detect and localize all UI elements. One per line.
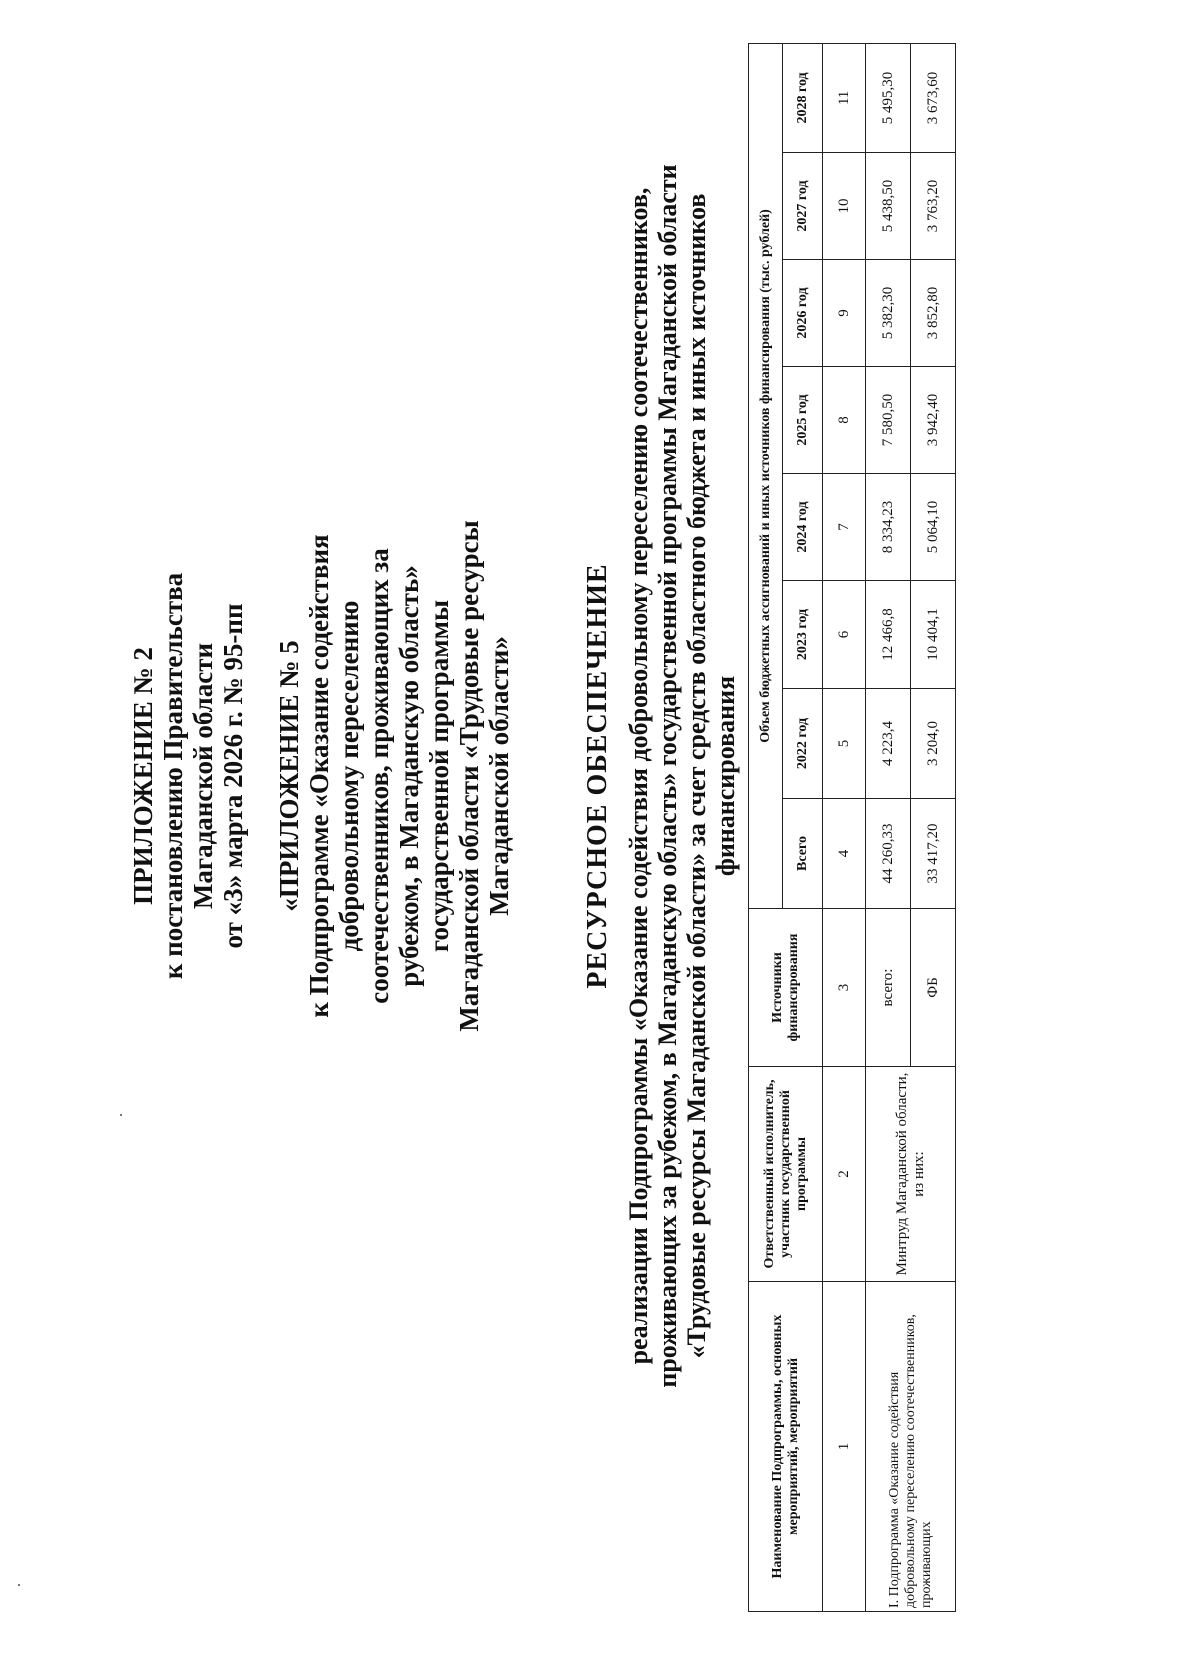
document-title: РЕСУРСНОЕ ОБЕСПЕЧЕНИЕ <box>582 563 613 989</box>
table-cell: 4 223,4 <box>866 689 911 799</box>
table-cell: 7 580,50 <box>866 367 911 474</box>
header-year: 2026 год <box>783 260 823 367</box>
header-year: 2025 год <box>783 367 823 474</box>
table-cell: 8 334,23 <box>866 474 911 581</box>
header-year: 2024 год <box>783 474 823 581</box>
funding-source: всего: <box>866 909 911 1067</box>
appendix-sub-line: соотечественников, проживающих за <box>364 548 394 1004</box>
header-source: Источники финансирования <box>749 909 823 1067</box>
appendix-sub-line: Магаданской области «Трудовые ресурсы <box>454 520 484 1032</box>
header-year: 2022 год <box>783 689 823 799</box>
column-number-row <box>823 43 866 1611</box>
column-number: 5 <box>823 689 866 799</box>
header-volume: Объем бюджетных ассигнований и иных источников финансирования (тыс. рублей) <box>749 43 783 908</box>
header-year: 2027 год <box>783 153 823 260</box>
header-responsible: Ответственный исполнитель, участник государственной программы <box>749 1067 823 1282</box>
column-number: 1 <box>823 1282 866 1612</box>
appendix-sub-line: государственной программы <box>424 599 454 953</box>
appendix-sub-line: добровольному переселению <box>334 600 364 952</box>
table-cell: 5 438,50 <box>866 153 911 260</box>
appendix-line-3: от «3» марта 2026 г. № 95-пп <box>218 603 248 949</box>
table-cell: 3 673,60 <box>911 43 956 152</box>
table-cell: 3 204,0 <box>911 689 956 799</box>
table-cell: 3 942,40 <box>911 367 956 474</box>
subprogram-name: I. Подпрограмма «Оказание содействия добровольному переселению соотечественников, проживающих <box>866 1282 956 1612</box>
table-cell: 10 404,1 <box>911 581 956 689</box>
appendix-title: ПРИЛОЖЕНИЕ № 2 <box>128 647 158 905</box>
appendix-header <box>128 516 514 1036</box>
heading-line: проживающих за рубежом, в Магаданскую область» государственной программы Магаданской области <box>653 164 682 1388</box>
heading-line: реализации Подпрограммы «Оказание содействия добровольному переселению соотечественников, <box>624 187 653 1365</box>
table-cell: 33 417,20 <box>911 799 956 909</box>
column-number: 2 <box>823 1067 866 1282</box>
table-cell: 12 466,8 <box>866 581 911 689</box>
column-number: 7 <box>823 474 866 581</box>
header-year: 2028 год <box>783 43 823 152</box>
appendix-line-1: к постановлению Правительства <box>158 572 188 980</box>
heading-line: «Трудовые ресурсы Магаданской области» за счет средств областного бюджета и иных источников <box>682 193 711 1359</box>
table-cell: 5 495,30 <box>866 43 911 152</box>
header-year: Всего <box>783 799 823 909</box>
appendix-title-2: «ПРИЛОЖЕНИЕ № 5 <box>274 640 304 912</box>
table-row <box>866 43 911 1611</box>
table-cell: 3 852,80 <box>911 260 956 367</box>
appendix-sub-line: к Подпрограмме «Оказание содействия <box>304 534 334 1018</box>
table-cell: 5 064,10 <box>911 474 956 581</box>
document-heading <box>582 126 740 1426</box>
column-number: 3 <box>823 909 866 1067</box>
appendix-line-2: Магаданской области <box>188 642 218 910</box>
table-cell: 3 763,20 <box>911 153 956 260</box>
funding-source: ФБ <box>911 909 956 1067</box>
scan-speck <box>18 1584 20 1586</box>
column-number: 8 <box>823 367 866 474</box>
scan-speck <box>120 1114 122 1116</box>
column-number: 11 <box>823 43 866 152</box>
heading-line: финансирования <box>711 675 740 877</box>
appendix-sub-line: рубежом, в Магаданскую область» <box>394 565 424 987</box>
header-year: 2023 год <box>783 581 823 689</box>
table-cell: 44 260,33 <box>866 799 911 909</box>
responsible-executor: Минтруд Магаданской области, из них: <box>866 1067 956 1282</box>
column-number: 4 <box>823 799 866 909</box>
appendix-sub-line: Магаданской области» <box>484 636 514 916</box>
column-number: 10 <box>823 153 866 260</box>
table-cell: 5 382,30 <box>866 260 911 367</box>
column-number: 6 <box>823 581 866 689</box>
column-number: 9 <box>823 260 866 367</box>
header-name: Наименование Подпрограммы, основных мероприятий, мероприятий <box>749 1282 823 1612</box>
resource-table <box>748 43 956 1612</box>
